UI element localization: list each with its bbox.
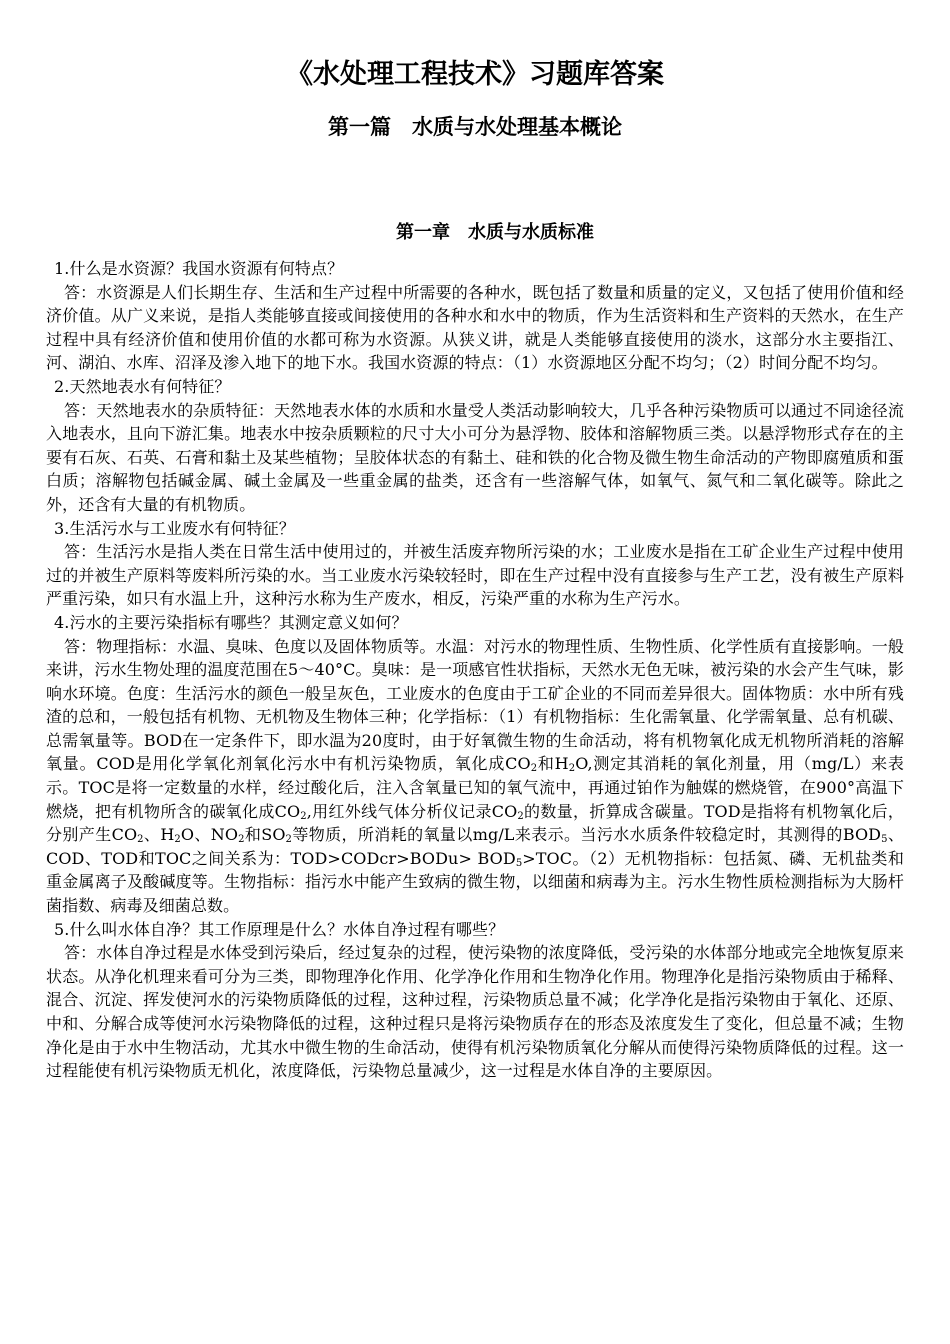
chapter-title: 第一章 水质与水质标准 [396, 222, 594, 243]
answer-4-part: 等物质，所消耗的氧量以mg/L来表示。当污水水质条件较稳定时，其测得的BOD [292, 825, 882, 845]
answer-4-part: 、H [143, 825, 175, 845]
answer-4-part: 和SO [244, 825, 286, 845]
subscript: 2 [238, 834, 245, 846]
answer-1: 答：水资源是人们长期生存、生活和生产过程中所需要的各种水，既包括了数量和质量的定义，又包括了使用价值和经济价值。从广义来说，是指人类能够直接或间接使用的各种水和水中的物质，作为生活资料和生产资料的天然水，在生产过程中具有经济价值和使用价值的水都可称为水资源。从狭义讲，就是人类能够直接使用的淡水，这部分水主要指江、河、湖泊、水库、沼泽及渗入地下的地下水。我国水资源的特点：（1）水资源地区分配不均匀；（2）时间分配不均匀。 [46, 282, 904, 373]
question-1: 1.什么是水资源？我国水资源有何特点？ [54, 259, 344, 278]
part-title: 第一篇 水质与水处理基本概论 [328, 114, 622, 139]
qa-content [46, 257, 904, 1083]
answer-4-part: 、COD、TOD和TOC之间关系为：TOD>CODcr>BODu> BOD [46, 825, 904, 868]
answer-5: 答：水体自净过程是水体受到污染后，经过复杂的过程，使污染物的浓度降低，受污染的水体部分地或完全地恢复原来状态。从净化机理来看可分为三类，即物理净化作用、化学净化作用和生物净化作用。物理净化是指污染物质由于稀释、混合、沉淀、挥发使河水的污染物质降低的过程，这种过程，污染物质总量不减；化学净化是指污染物由于氧化、还原、中和、分解合成等使河水污染物降低的过程，这种过程只是将污染物质存在的形态及浓度发生了变化，但总量不减；生物净化是由于水中生物活动，尤其水中微生物的生命活动，使得有机污染物质氧化分解从而使得污染物质降低的过程。这一过程能使有机污染物质无机化，浓度降低，污染物总量减少，这一过程是水体自净的主要原因。 [46, 943, 904, 1081]
subscript: 5 [881, 834, 888, 846]
answer-3: 答：生活污水是指人类在日常生活中使用过的，并被生活废弃物所污染的水；工业废水是指在工矿企业生产过程中使用过的并被生产原料等废料所污染的水。当工业废水污染较轻时，即在生产过程中没有直接参与生产工艺，没有被生产原料严重污染，如只有水温上升，这种污水称为生产废水，相反，污染严重的水称为生产污水。 [46, 542, 904, 609]
subscript: 2 [137, 834, 144, 846]
subscript: 2 [517, 810, 524, 822]
question-2: 2.天然地表水有何特征？ [54, 376, 231, 396]
subscript: 2 [300, 810, 307, 822]
subscript: 2 [174, 834, 181, 846]
subscript: 2 [530, 763, 538, 775]
answer-4 [46, 635, 904, 918]
answer-2: 答：天然地表水的杂质特征：天然地表水体的水质和水量受人类活动影响较大，几乎各种污染物质可以通过不同途径流入地表水，且向下游汇集。地表水中按杂质颗粒的尺寸大小可分为悬浮物、胶体和溶解物质三类。以悬浮物形式存在的主要有石灰、石英、石膏和黏土及某些植物；呈胶体状态的有黏土、硅和铁的化合物及微生物生命活动的产物即腐殖质和蛋白质；溶解物包括碱金属、碱土金属及一些重金属的盐类，还含有一些溶解气体，如氧气、氮气和二氧化碳等。除此之外，还含有大量的有机物质。 [46, 400, 904, 514]
answer-4-part: ,用红外线气体分析仪记录CO [306, 801, 518, 821]
document-title: 《水处理工程技术》习题库答案 [286, 59, 664, 90]
subscript: 2 [568, 763, 576, 775]
answer-4-part: O,测定其消耗的氧化剂量，用（mg/L）来表示。TOC是将一定数量的水样，经过酸化后，注入含氧量已知的氧气流中，再通过铂作为触媒的燃烧管，在900°高温下燃烧，把有机物所含的碳氧化成CO [46, 754, 904, 821]
question-4: 4.污水的主要污染指标有哪些？其测定意义如何？ [54, 612, 408, 632]
question-3: 3.生活污水与工业废水有何特征？ [54, 518, 295, 538]
question-5: 5.什么叫水体自净？其工作原理是什么？水体自净过程有哪些？ [54, 919, 505, 939]
answer-4-part: 答：物理指标：水温、臭味、色度以及固体物质等。水温：对污水的物理性质、生物性质、化学性质有直接影响。一般来讲，污水生物处理的温度范围在5～40°C。臭味：是一项感官性状指标，天然水无色无味，被污染的水会产生气味，影响水环境。色度：生活污水的颜色一般呈灰色，工业废水的色度由于工矿企业的不同而差异很大。固体物质：水中所有残渣的总和，一般包括有机物、无机物及生物体三种；化学指标：（1）有机物指标：生化需氧量、化学需氧量、总有机碳、总需氧量等。BOD在一定条件下，即水温为20度时，由于好氧微生物的生命活动，将有机物氧化成无机物所消耗的溶解氧量。COD是用化学氧化剂氧化污水中有机污染物质，氧化成CO [46, 636, 904, 774]
answer-4-part: 的数量，折算成含碳量。TOD是指将有机物氧化后，分别产生CO [46, 801, 904, 845]
answer-4-part: >TOC。（2）无机物指标：包括氮、磷、无机盐类和重金属离子及酸碱度等。生物指标：指污水中能产生致病的微生物，以细菌和病毒为主。污水生物性质检测指标为大肠杆菌指数、病毒及细菌总数。 [46, 848, 904, 916]
answer-4-part: O、NO [180, 825, 239, 845]
subscript: 5 [515, 857, 523, 869]
subscript: 2 [285, 834, 293, 846]
answer-4-part: 和H [537, 754, 569, 774]
